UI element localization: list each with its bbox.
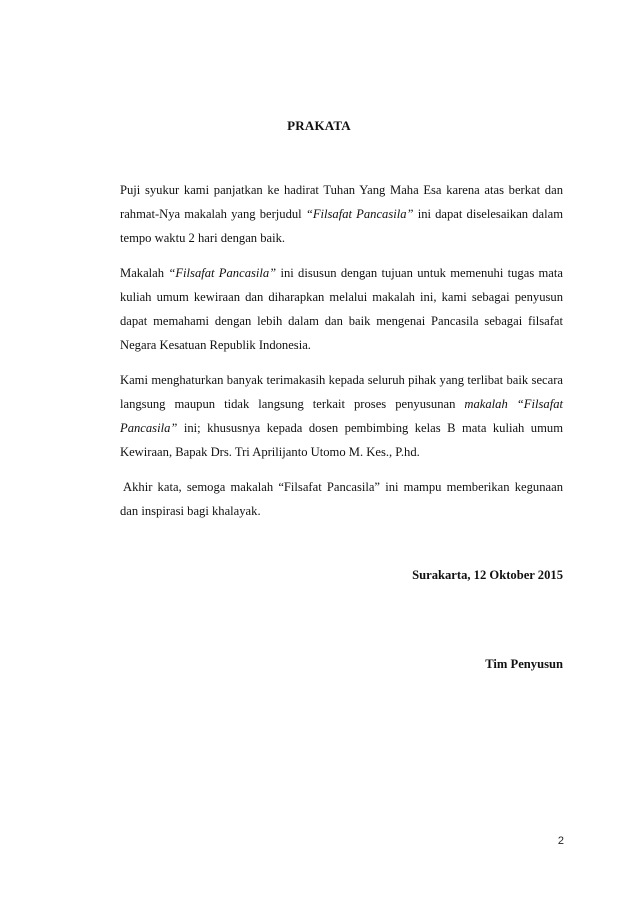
- paragraph-text: ini dapat diselesaikan dalam tempo waktu 2 hari dengan baik.: [120, 207, 564, 245]
- paragraph-text: ini disusun dengan tujuan untuk memenuhi tugas mata kuliah umum kewiraan dan diharapkan melalui makalah ini, kami sebagai penyusun dapat memahami dengan lebih dalam dan baik mengenai Pancasila sebagai filsafat Negara Kesatuan Republik Indonesia.: [120, 266, 563, 352]
- paragraph-opening: [120, 178, 563, 250]
- document-body: [120, 178, 563, 523]
- paragraph-text: Puji syukur kami panjatkan ke hadirat Tuhan Yang Maha Esa karena atas berkat dan rahmat-Nya makalah yang berjudul: [120, 183, 563, 221]
- paragraph-thanks: [120, 368, 563, 464]
- paragraph-closing: [120, 475, 563, 523]
- paragraph-italic-title: makalah “Filsafat Pancasila”: [120, 397, 563, 435]
- paragraph-text: Kami menghaturkan banyak terimakasih kepada seluruh pihak yang terlibat baik secara langsung maupun tidak langsung terkait proses penyusunan: [120, 373, 563, 411]
- page-number: 2: [557, 835, 564, 847]
- page-title: PRAKATA: [287, 118, 351, 133]
- paragraph-text: Makalah: [120, 266, 169, 280]
- signature-author: Tim Penyusun: [485, 657, 563, 671]
- paragraph-purpose: [120, 261, 563, 357]
- paragraph-italic-title: “Filsafat Pancasila”: [305, 207, 414, 221]
- paragraph-text: ini; khususnya kepada dosen pembimbing kelas B mata kuliah umum Kewiraan, Bapak Drs. Tri Aprilijanto Utomo M. Kes., P.hd.: [120, 421, 563, 459]
- paragraph-text: Akhir kata, semoga makalah “Filsafat Pancasila” ini mampu memberikan kegunaan dan inspirasi bagi khalayak.: [120, 480, 563, 518]
- signature-place-date: Surakarta, 12 Oktober 2015: [412, 568, 563, 582]
- paragraph-italic-title: “Filsafat Pancasila”: [168, 266, 277, 280]
